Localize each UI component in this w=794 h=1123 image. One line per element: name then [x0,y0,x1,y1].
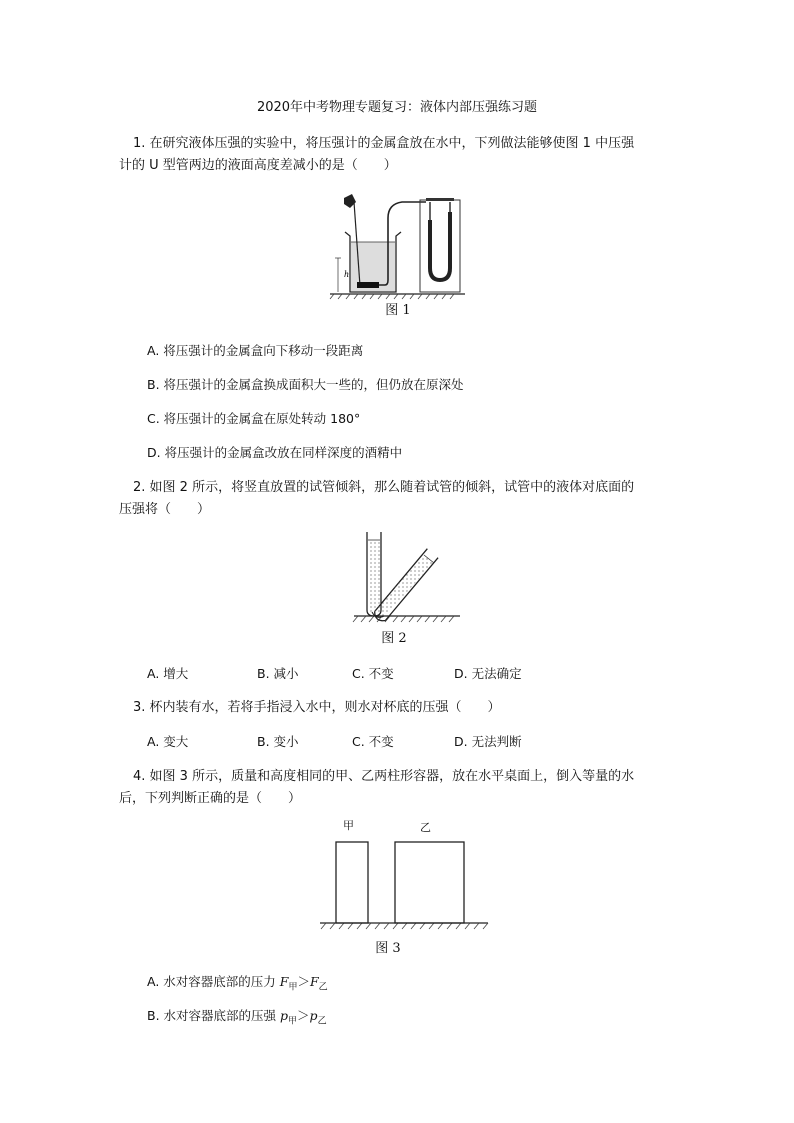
figure-3-label-jia: 甲 [343,819,354,832]
q3-option-c: C. 不变 [352,734,394,749]
q3-option-a: A. 变大 [147,734,189,749]
q1-option-b: B. 将压强计的金属盒换成面积大一些的，但仍放在原深处 [147,377,464,392]
q2-option-d: D. 无法确定 [454,666,522,681]
figure-1-label-h: h [344,270,350,279]
figure-2-test-tubes [350,530,460,625]
q1-option-c: C. 将压强计的金属盒在原处转动 180° [147,411,361,426]
q4-option-a-var2: F [309,974,319,989]
q4-option-a-sub1: 甲 [288,982,298,993]
q4-option-a-text: A. 水对容器底部的压力 [147,974,280,989]
q3-option-d: D. 无法判断 [454,734,522,749]
q2-option-c: C. 不变 [352,666,394,681]
q1-stem-line2: 计的 U 型管两边的液面高度差减小的是（ ） [119,158,397,173]
figure-2-caption: 图 2 [381,631,407,646]
q4-option-a [147,972,328,998]
figure-1-caption: 图 1 [385,303,411,318]
q4-option-a-var1: F [279,974,289,989]
figure-3-label-yi: 乙 [420,821,431,834]
container-yi [395,842,464,923]
page-title: 2020年中考物理专题复习：液体内部压强练习题 [256,100,538,115]
q4-option-b-var1: p [280,1008,289,1023]
figure-3-containers [320,835,490,930]
figure-3-caption: 图 3 [375,941,401,956]
q1-stem-line1: 1. 在研究液体压强的实验中，将压强计的金属盒放在水中，下列做法能够使图 1 中压强 [133,136,635,151]
q2-stem-line1: 2. 如图 2 所示，将竖直放置的试管倾斜，那么随着试管的倾斜，试管中的液体对底面的 [133,480,635,495]
q2-stem-line2: 压强将（ ） [119,502,211,517]
q4-option-b-var2: p [309,1008,318,1023]
figure-1-pressure-gauge [330,190,465,300]
q4-option-b-gt: ＞ [297,1008,310,1023]
q1-option-a: A. 将压强计的金属盒向下移动一段距离 [147,343,364,358]
q4-option-b [147,1006,327,1032]
q4-option-b-text: B. 水对容器底部的压强 [147,1008,280,1023]
q1-option-d: D. 将压强计的金属盒改放在同样深度的酒精中 [147,445,403,460]
q3-option-b: B. 变小 [257,734,299,749]
q4-stem-line1: 4. 如图 3 所示，质量和高度相同的甲、乙两柱形容器，放在水平桌面上，倒入等量的水 [133,769,635,784]
q4-option-a-sub2: 乙 [318,982,328,993]
q2-option-a: A. 增大 [147,666,189,681]
q4-option-b-sub1: 甲 [288,1016,298,1027]
q4-option-a-gt: ＞ [297,974,310,989]
q4-stem-line2: 后，下列判断正确的是（ ） [119,791,302,806]
q2-option-b: B. 减小 [257,666,299,681]
container-jia [336,842,368,923]
q3-stem: 3. 杯内装有水，若将手指浸入水中，则水对杯底的压强（ ） [133,700,501,715]
q4-option-b-sub2: 乙 [317,1016,327,1027]
